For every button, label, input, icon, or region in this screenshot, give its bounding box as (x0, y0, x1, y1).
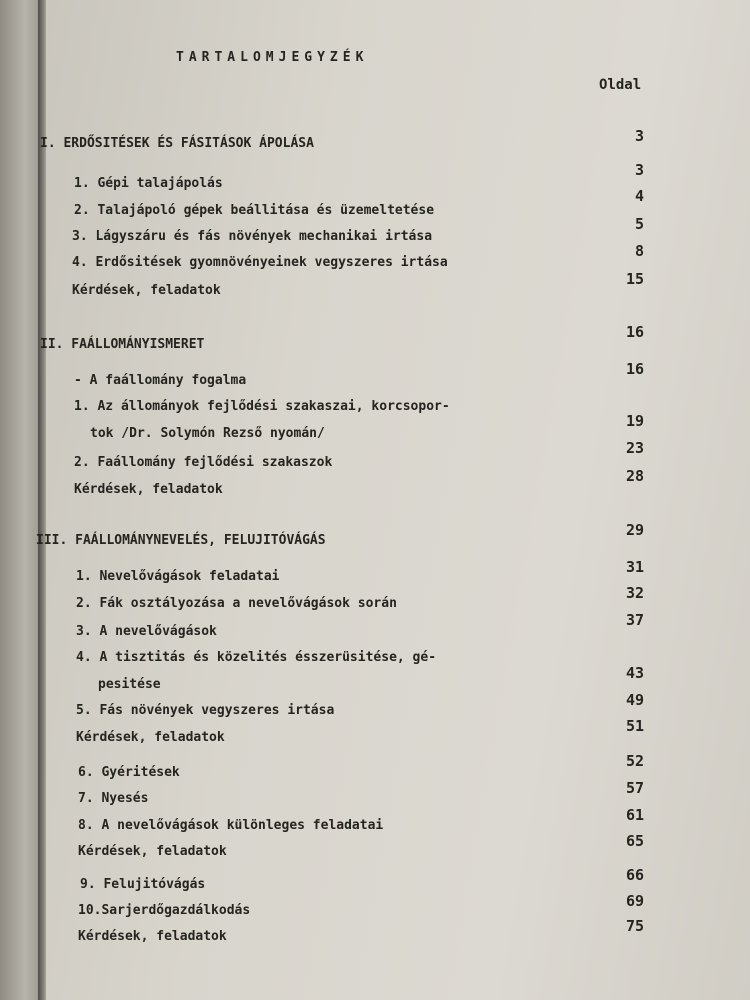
toc-page-number: 57 (625, 779, 644, 797)
previous-page-edge (0, 0, 42, 1000)
toc-entry: 1. Az állományok fejlődési szakaszai, korcsopor- (74, 399, 450, 414)
toc-entry: 2. Talajápoló gépek beállitása és üzemeltetése (74, 203, 435, 218)
section-heading: II. FAÁLLOMÁNYISMERET (40, 337, 205, 352)
toc-entry: 4. A tisztitás és közelités ésszerüsitése, gé- (76, 650, 437, 665)
toc-entry: 2. Faállomány fejlődési szakaszok (74, 455, 333, 470)
toc-entry-continuation: pesitése (98, 677, 161, 692)
section-heading: III. FAÁLLOMÁNYNEVELÉS, FELUJITÓVÁGÁS (36, 533, 326, 548)
toc-page-number: 65 (625, 832, 644, 850)
toc-page-number: 43 (625, 664, 644, 682)
toc-page-number: 69 (625, 892, 644, 910)
toc-page-number: 4 (634, 187, 644, 205)
toc-entry: 9. Felujitóvágás (80, 877, 206, 892)
toc-entry: Kérdések, feladatok (74, 482, 223, 497)
toc-page-number: 31 (625, 558, 644, 576)
toc-entry: 4. Erdősitések gyomnövényeinek vegyszeres irtása (72, 255, 448, 270)
toc-page-number: 23 (625, 439, 644, 457)
toc-page-number: 19 (625, 412, 644, 430)
toc-entry: 6. Gyéritések (78, 765, 180, 780)
toc-entry: Kérdések, feladatok (78, 929, 227, 944)
toc-page-number: 8 (634, 242, 644, 260)
section-page-number: 16 (625, 323, 644, 341)
toc-page (36, 0, 750, 1000)
toc-entry: 10.Sarjerdőgazdálkodás (78, 903, 251, 918)
toc-page-number: 37 (625, 611, 644, 629)
toc-entry: 3. Lágyszáru és fás növények mechanikai irtása (72, 229, 433, 244)
toc-entry: 1. Nevelővágások feladatai (76, 569, 280, 584)
toc-page-number: 75 (625, 917, 644, 935)
toc-page-number: 52 (625, 752, 644, 770)
toc-page-number: 28 (625, 467, 644, 485)
toc-page-number: 49 (625, 691, 644, 709)
toc-page-number: 16 (625, 360, 644, 378)
toc-entry: 1. Gépi talajápolás (74, 176, 223, 191)
toc-entry: 5. Fás növények vegyszeres irtása (76, 703, 335, 718)
toc-entry: 2. Fák osztályozása a nevelővágások során (76, 596, 397, 611)
toc-page-number: 66 (625, 866, 644, 884)
toc-entry: Kérdések, feladatok (78, 844, 227, 859)
toc-entry: 7. Nyesés (78, 791, 149, 806)
toc-page-number: 15 (625, 270, 644, 288)
toc-entry: 3. A nevelővágások (76, 624, 217, 639)
toc-entry: Kérdések, feladatok (72, 283, 221, 298)
toc-entry: Kérdések, feladatok (76, 730, 225, 745)
toc-page-number: 61 (625, 806, 644, 824)
toc-page-number: 3 (634, 161, 644, 179)
section-page-number: 29 (625, 521, 644, 539)
toc-page-number: 32 (625, 584, 644, 602)
toc-page-number: 5 (634, 215, 644, 233)
page-column-header: Oldal (599, 77, 642, 93)
toc-entry: 8. A nevelővágások különleges feladatai (78, 818, 384, 833)
section-heading: I. ERDŐSITÉSEK ÉS FÁSITÁSOK ÁPOLÁSA (40, 136, 314, 151)
section-page-number: 3 (634, 127, 644, 145)
toc-entry-continuation: tok /Dr. Solymón Rezső nyomán/ (90, 426, 325, 441)
toc-entry: - A faállomány fogalma (74, 373, 247, 388)
page-title: TARTALOMJEGYZÉK (176, 50, 369, 65)
toc-page-number: 51 (625, 717, 644, 735)
